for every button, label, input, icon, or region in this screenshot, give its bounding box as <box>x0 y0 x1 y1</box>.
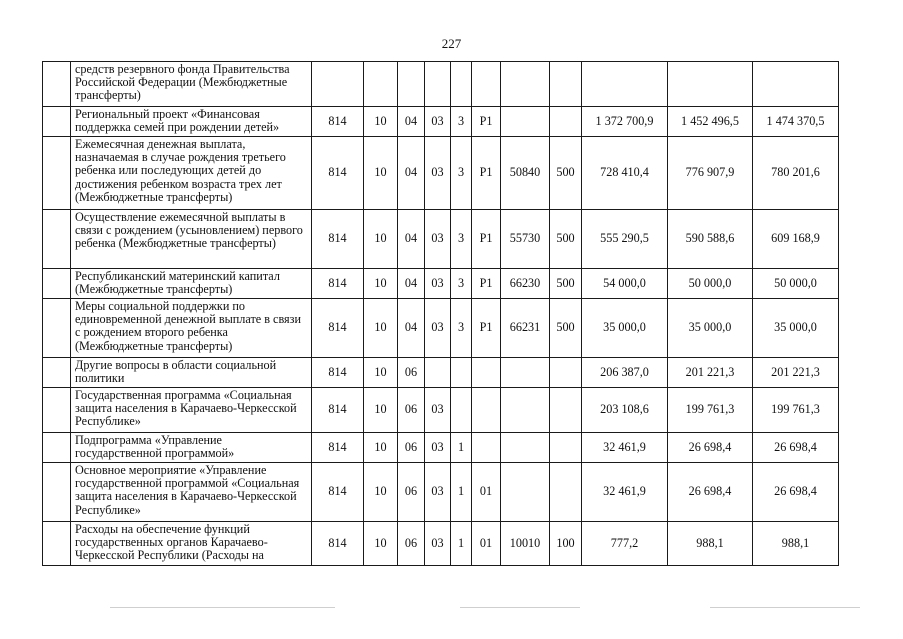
program-code-cell <box>425 358 451 388</box>
amount-year1-cell: 35 000,0 <box>582 299 668 358</box>
section-code-cell: 10 <box>364 433 398 463</box>
amount-year2-cell: 26 698,4 <box>668 433 753 463</box>
item-name-cell: Республиканский материнский капитал (Межбюджетные трансферты) <box>71 269 312 299</box>
amount-year1-cell <box>582 62 668 107</box>
amount-year2-cell: 590 588,6 <box>668 210 753 269</box>
amount-year3-cell: 201 221,3 <box>753 358 839 388</box>
section-code-cell: 10 <box>364 358 398 388</box>
amount-year3-cell: 50 000,0 <box>753 269 839 299</box>
item-name-cell: Меры социальной поддержки по единовременной денежной выплате в связи с рождением второго ребенка (Межбюджетные трансферты) <box>71 299 312 358</box>
program-code-cell: 03 <box>425 522 451 566</box>
amount-year1-cell: 203 108,6 <box>582 388 668 433</box>
ministry-code-cell: 814 <box>312 358 364 388</box>
amount-year1-cell: 555 290,5 <box>582 210 668 269</box>
amount-year1-cell: 728 410,4 <box>582 137 668 210</box>
amount-year3-cell: 988,1 <box>753 522 839 566</box>
table-row <box>43 433 839 463</box>
scan-artifact-line <box>110 607 335 608</box>
number-cell <box>43 358 71 388</box>
program-code-cell <box>425 62 451 107</box>
subsection-code-cell: 06 <box>398 463 425 522</box>
scan-artifact-line <box>710 607 860 608</box>
subsection-code-cell: 06 <box>398 358 425 388</box>
ministry-code-cell: 814 <box>312 269 364 299</box>
page-number: 227 <box>441 36 462 51</box>
number-cell <box>43 107 71 137</box>
subsection-code-cell: 04 <box>398 269 425 299</box>
table-row <box>43 269 839 299</box>
subprogram-code-cell <box>451 388 472 433</box>
number-cell <box>43 463 71 522</box>
expense-type-cell <box>550 107 582 137</box>
subsection-code-cell: 06 <box>398 522 425 566</box>
subprogram-code-cell: 3 <box>451 107 472 137</box>
ministry-code-cell: 814 <box>312 210 364 269</box>
direction-code-cell <box>501 433 550 463</box>
expense-type-cell: 500 <box>550 210 582 269</box>
subsection-code-cell: 06 <box>398 433 425 463</box>
amount-year2-cell: 199 761,3 <box>668 388 753 433</box>
expense-type-cell <box>550 358 582 388</box>
subprogram-code-cell: 1 <box>451 433 472 463</box>
amount-year1-cell: 777,2 <box>582 522 668 566</box>
direction-code-cell <box>501 463 550 522</box>
item-name-cell: Государственная программа «Социальная защита населения в Карачаево-Черкесской Республике» <box>71 388 312 433</box>
amount-year3-cell: 609 168,9 <box>753 210 839 269</box>
direction-code-cell <box>501 358 550 388</box>
section-code-cell: 10 <box>364 269 398 299</box>
program-code-cell: 03 <box>425 107 451 137</box>
amount-year1-cell: 54 000,0 <box>582 269 668 299</box>
direction-code-cell: 66231 <box>501 299 550 358</box>
measure-code-cell: P1 <box>472 210 501 269</box>
measure-code-cell <box>472 433 501 463</box>
subsection-code-cell: 04 <box>398 210 425 269</box>
item-name-cell: Ежемесячная денежная выплата, назначаемая в случае рождения третьего ребенка или последующих детей до достижения ребенком возраста трех лет (Межбюджетные трансферты) <box>71 137 312 210</box>
program-code-cell: 03 <box>425 137 451 210</box>
section-code-cell: 10 <box>364 522 398 566</box>
amount-year3-cell <box>753 62 839 107</box>
item-name-cell: Региональный проект «Финансовая поддержка семей при рождении детей» <box>71 107 312 137</box>
measure-code-cell: P1 <box>472 137 501 210</box>
program-code-cell: 03 <box>425 463 451 522</box>
section-code-cell: 10 <box>364 210 398 269</box>
subprogram-code-cell: 1 <box>451 522 472 566</box>
subprogram-code-cell <box>451 358 472 388</box>
expense-type-cell <box>550 388 582 433</box>
number-cell <box>43 388 71 433</box>
amount-year2-cell: 201 221,3 <box>668 358 753 388</box>
ministry-code-cell: 814 <box>312 299 364 358</box>
table-row <box>43 210 839 269</box>
amount-year3-cell: 26 698,4 <box>753 433 839 463</box>
number-cell <box>43 522 71 566</box>
amount-year2-cell <box>668 62 753 107</box>
budget-table <box>42 61 839 566</box>
ministry-code-cell: 814 <box>312 388 364 433</box>
direction-code-cell <box>501 388 550 433</box>
expense-type-cell: 100 <box>550 522 582 566</box>
table-row <box>43 299 839 358</box>
expense-type-cell: 500 <box>550 299 582 358</box>
amount-year2-cell: 35 000,0 <box>668 299 753 358</box>
number-cell <box>43 137 71 210</box>
subprogram-code-cell: 3 <box>451 269 472 299</box>
direction-code-cell <box>501 62 550 107</box>
section-code-cell: 10 <box>364 107 398 137</box>
table-row <box>43 107 839 137</box>
table-row <box>43 358 839 388</box>
subprogram-code-cell <box>451 62 472 107</box>
table-row <box>43 388 839 433</box>
amount-year3-cell: 780 201,6 <box>753 137 839 210</box>
measure-code-cell <box>472 388 501 433</box>
table-row <box>43 62 839 107</box>
measure-code-cell: 01 <box>472 522 501 566</box>
direction-code-cell <box>501 107 550 137</box>
amount-year1-cell: 206 387,0 <box>582 358 668 388</box>
program-code-cell: 03 <box>425 299 451 358</box>
amount-year1-cell: 1 372 700,9 <box>582 107 668 137</box>
amount-year1-cell: 32 461,9 <box>582 463 668 522</box>
section-code-cell: 10 <box>364 299 398 358</box>
amount-year3-cell: 1 474 370,5 <box>753 107 839 137</box>
number-cell <box>43 269 71 299</box>
amount-year2-cell: 988,1 <box>668 522 753 566</box>
ministry-code-cell: 814 <box>312 137 364 210</box>
expense-type-cell <box>550 433 582 463</box>
expense-type-cell <box>550 62 582 107</box>
table-row <box>43 463 839 522</box>
subprogram-code-cell: 3 <box>451 299 472 358</box>
expense-type-cell: 500 <box>550 137 582 210</box>
expense-type-cell <box>550 463 582 522</box>
amount-year2-cell: 50 000,0 <box>668 269 753 299</box>
number-cell <box>43 299 71 358</box>
subsection-code-cell <box>398 62 425 107</box>
amount-year2-cell: 26 698,4 <box>668 463 753 522</box>
measure-code-cell <box>472 62 501 107</box>
item-name-cell: Расходы на обеспечение функций государственных органов Карачаево-Черкесской Республики (Расходы на <box>71 522 312 566</box>
section-code-cell: 10 <box>364 388 398 433</box>
table-row <box>43 522 839 566</box>
amount-year3-cell: 199 761,3 <box>753 388 839 433</box>
section-code-cell: 10 <box>364 137 398 210</box>
subsection-code-cell: 04 <box>398 299 425 358</box>
item-name-cell: средств резервного фонда Правительства Российской Федерации (Межбюджетные трансферты) <box>71 62 312 107</box>
subprogram-code-cell: 3 <box>451 137 472 210</box>
direction-code-cell: 66230 <box>501 269 550 299</box>
amount-year2-cell: 1 452 496,5 <box>668 107 753 137</box>
expense-type-cell: 500 <box>550 269 582 299</box>
amount-year3-cell: 26 698,4 <box>753 463 839 522</box>
program-code-cell: 03 <box>425 388 451 433</box>
number-cell <box>43 433 71 463</box>
measure-code-cell: P1 <box>472 107 501 137</box>
measure-code-cell: P1 <box>472 299 501 358</box>
item-name-cell: Осуществление ежемесячной выплаты в связи с рождением (усыновлением) первого ребенка (Межбюджетные трансферты) <box>71 210 312 269</box>
ministry-code-cell: 814 <box>312 463 364 522</box>
direction-code-cell: 10010 <box>501 522 550 566</box>
subsection-code-cell: 04 <box>398 137 425 210</box>
number-cell <box>43 62 71 107</box>
item-name-cell: Основное мероприятие «Управление государственной программой «Социальная защита населения в Карачаево-Черкесской Республике» <box>71 463 312 522</box>
ministry-code-cell: 814 <box>312 107 364 137</box>
section-code-cell: 10 <box>364 463 398 522</box>
item-name-cell: Подпрограмма «Управление государственной программой» <box>71 433 312 463</box>
subsection-code-cell: 06 <box>398 388 425 433</box>
amount-year1-cell: 32 461,9 <box>582 433 668 463</box>
program-code-cell: 03 <box>425 210 451 269</box>
number-cell <box>43 210 71 269</box>
subprogram-code-cell: 3 <box>451 210 472 269</box>
ministry-code-cell: 814 <box>312 433 364 463</box>
ministry-code-cell <box>312 62 364 107</box>
amount-year3-cell: 35 000,0 <box>753 299 839 358</box>
program-code-cell: 03 <box>425 433 451 463</box>
subsection-code-cell: 04 <box>398 107 425 137</box>
direction-code-cell: 50840 <box>501 137 550 210</box>
table-row <box>43 137 839 210</box>
measure-code-cell: 01 <box>472 463 501 522</box>
item-name-cell: Другие вопросы в области социальной политики <box>71 358 312 388</box>
measure-code-cell: P1 <box>472 269 501 299</box>
section-code-cell <box>364 62 398 107</box>
direction-code-cell: 55730 <box>501 210 550 269</box>
amount-year2-cell: 776 907,9 <box>668 137 753 210</box>
scan-artifact-line <box>460 607 580 608</box>
ministry-code-cell: 814 <box>312 522 364 566</box>
program-code-cell: 03 <box>425 269 451 299</box>
measure-code-cell <box>472 358 501 388</box>
subprogram-code-cell: 1 <box>451 463 472 522</box>
